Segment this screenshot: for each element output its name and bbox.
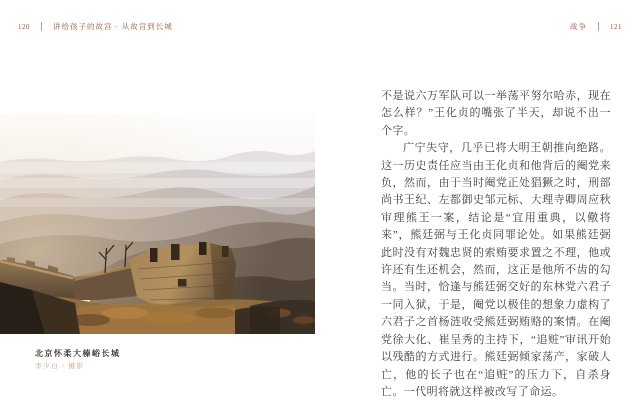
photo-caption-title: 北京怀柔大榛峪长城 (35, 349, 121, 358)
body-text-column (381, 88, 611, 401)
great-wall-photo (0, 114, 315, 334)
header-divider (598, 22, 599, 31)
photo-caption-credit: 李少白 / 摄影 (35, 363, 85, 370)
right-page-number: 121 (610, 22, 622, 31)
body-paragraph: 不是说六万军队可以一举荡平努尔哈赤，现在怎么样？”王化贞的嘴张了半天，却说不出一个字。 (381, 90, 611, 137)
section-title: 战争 (570, 22, 587, 31)
left-running-header (18, 21, 173, 32)
great-wall-photo-art (0, 114, 315, 334)
running-title: 讲给孩子的故宫 · 从故宫到长城 (53, 22, 173, 31)
left-page-number: 120 (18, 22, 30, 31)
right-running-header (570, 21, 622, 32)
header-divider (41, 22, 42, 31)
body-paragraph: 广宁失守，几乎已将大明王朝推向绝路。这一历史责任应当由王化贞和他背后的阉党来负，然而，由于当时阉党正处猖獗之时，刑部尚书王纪、左都御史邹元标、大理寺卿周应秋审理熊王一案，结论是“宜用重典，以儆将来”，熊廷弼与王化贞同罪论处。如果熊廷弼此时没有对魏忠贤的索贿要求置之不理，他或许还有生还机会，然而，这正是他所不齿的勾当。当时，恰逢与熊廷弼交好的东林党六君子一同入狱，于是，阉党以极佳的想象力虚构了六君子之首杨涟收受熊廷弼贿赂的案情。在阉党徐大化、崔呈秀的主持下，“追赃”审讯开始以残酷的方式进行。熊廷弼倾家荡产，家破人亡，他的长子也在“追赃”的压力下，自杀身亡。一代明将就这样被改写了命运。 (381, 142, 611, 398)
